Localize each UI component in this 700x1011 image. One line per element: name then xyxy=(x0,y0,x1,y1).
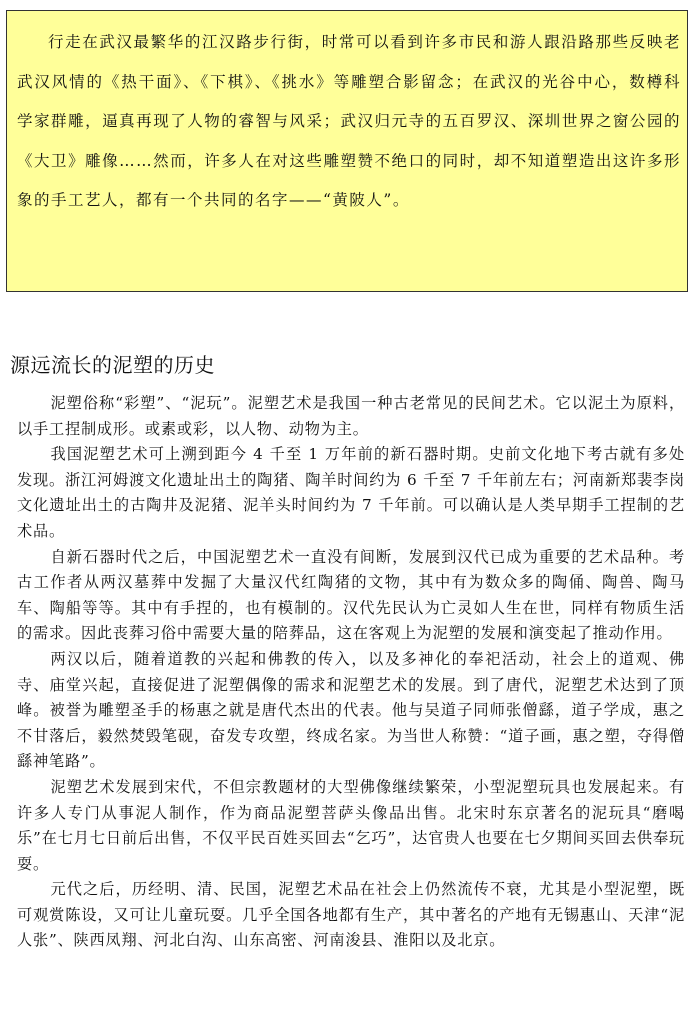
paragraph-intro: 泥塑俗称“彩塑”、“泥玩”。泥塑艺术是我国一种古老常见的民间艺术。它以泥土为原料，以手工捏制成形。或素或彩，以人物、动物为主。 xyxy=(17,394,685,438)
paragraph-han: 自新石器时代之后，中国泥塑艺术一直没有间断，发展到汉代已成为重要的艺术品种。考古工作者从两汉墓葬中发掘了大量汉代红陶猪的文物，其中有为数众多的陶俑、陶兽、陶马车、陶船等等。其中有手捏的，也有模制的。汉代先民认为亡灵如人生在世，同样有物质生活的需求。因此丧葬习俗中需要大量的陪葬品，这在客观上为泥塑的发展和演变起了推动作用。 xyxy=(17,547,685,643)
intro-paragraph: 行走在武汉最繁华的江汉路步行街，时常可以看到许多市民和游人跟沿路那些反映老武汉风情的《热干面》、《下棋》、《挑水》等雕塑合影留念；在武汉的光谷中心，数樽科学家群雕，逼真再现了人物的睿智与风采；武汉归元寺的五百罗汉、深圳世界之窗公园的《大卫》雕像……然而，许多人在对这些雕塑赞不绝口的同时，却不知道塑造出这许多形象的手工艺人，都有一个共同的名字——“黄陂人”。 xyxy=(17,33,681,209)
article-body xyxy=(17,391,685,954)
paragraph-tang: 两汉以后，随着道教的兴起和佛教的传入，以及多神化的奉祀活动，社会上的道观、佛寺、庙堂兴起，直接促进了泥塑偶像的需求和泥塑艺术的发展。到了唐代，泥塑艺术达到了顶峰。被誉为雕塑圣手的杨惠之就是唐代杰出的代表。他与吴道子同师张僧繇，道子学成，惠之不甘落后，毅然焚毁笔砚，奋发专攻塑，终成名家。为当世人称赞：“道子画，惠之塑，夺得僧繇神笔路”。 xyxy=(17,649,685,771)
section-title: 源远流长的泥塑的历史 xyxy=(10,353,215,377)
paragraph-yuan-onward: 元代之后，历经明、清、民国，泥塑艺术品在社会上仍然流传不衰，尤其是小型泥塑，既可观赏陈设，又可让儿童玩耍。几乎全国各地都有生产，其中著名的产地有无锡惠山、天津“泥人张”、陕西凤翔、河北白沟、山东高密、河南浚县、淮阳以及北京。 xyxy=(17,880,685,950)
paragraph-song: 泥塑艺术发展到宋代，不但宗教题材的大型佛像继续繁荣，小型泥塑玩具也发展起来。有许多人专门从事泥人制作，作为商品泥塑菩萨头像品出售。北宋时东京著名的泥玩具“磨喝乐”在七月七日前后出售，不仅平民百姓买回去“乞巧”，达官贵人也要在七夕期间买回去供奉玩耍。 xyxy=(17,777,685,873)
paragraph-neolithic: 我国泥塑艺术可上溯到距今 4 千至 1 万年前的新石器时期。史前文化地下考古就有多处发现。浙江河姆渡文化遗址出土的陶猪、陶羊时间约为 6 千至 7 千年前左右；河南新郑裴李岗文化遗址出土的古陶井及泥猪、泥羊头时间约为 7 千年前。可以确认是人类早期手工捏制的艺术品。 xyxy=(17,445,685,540)
intro-callout-box xyxy=(6,10,688,292)
